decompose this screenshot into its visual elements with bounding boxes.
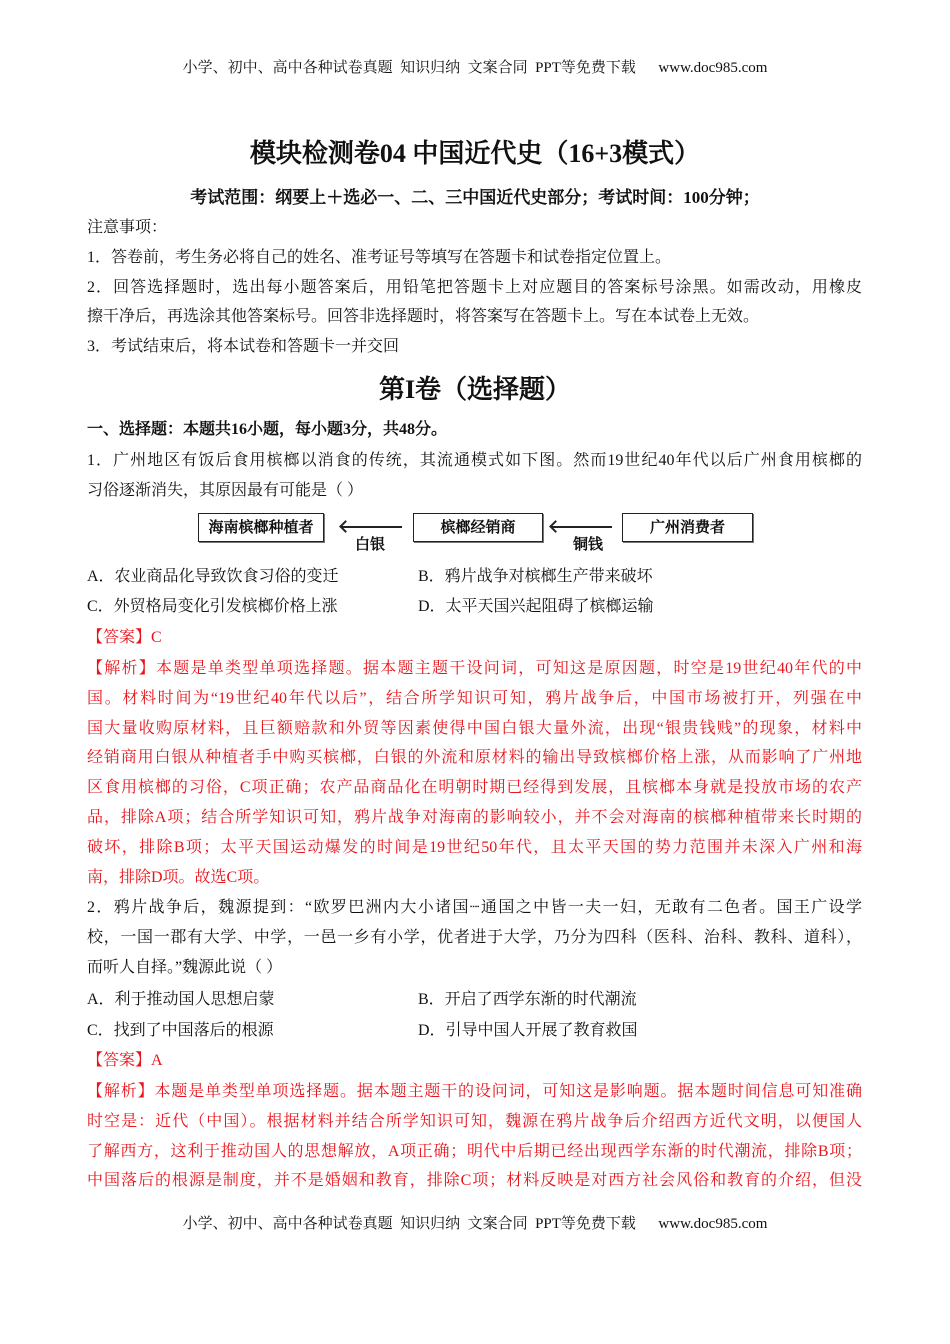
text-line: 校，一国一郡有大学、中学，一邑一乡有小学，优者进于大学，乃分为四科（医科、治科、教科、道科），: [87, 928, 862, 946]
exam-scope: 考试范围：纲要上＋选必一、二、三中国近代史部分；考试时间：100分钟；: [190, 188, 760, 207]
text-line: 区食用槟榔的习俗，C项正确；农产品商品化在明朝时期已经得到发展，且槟榔本身就是投放市场的农产: [87, 779, 862, 797]
page-header: 小学、初中、高中各种试卷真题 知识归纳 文案合同 PPT等免费下载 www.doc985.com: [182, 60, 768, 76]
text-line: 品，排除A项；结合所学知识可知，鸦片战争对海南的影响较小，并不会对海南的槟榔种植带来长时期的: [87, 808, 862, 826]
arrow-label-copper: 铜钱: [573, 535, 604, 553]
text-line: 国大量收购原材料，且巨额赔款和外贸等因素使得中国白银大量外流，出现“银贵钱贱”的现象，材料中: [87, 719, 862, 737]
arrow-left-icon: [342, 526, 402, 528]
part-heading: [87, 415, 862, 445]
diagram-box-planter: 海南槟榔种植者: [198, 513, 324, 542]
option-a: A．利于推动国人思想启蒙: [87, 991, 275, 1008]
option-b: B．鸦片战争对槟榔生产带来破坏: [418, 568, 653, 585]
text-line: 习俗逐渐消失，其原因最有可能是（ ）: [87, 481, 364, 499]
notes: [87, 213, 862, 362]
text-line: 破坏，排除B项；太平天国运动爆发的时间是19世纪50年代，且太平天国的势力范围并未深入广州和海: [87, 838, 862, 856]
text-line: 而听人自择。”魏源此说（ ）: [87, 958, 283, 976]
text-line: 1．广州地区有饭后食用槟榔以消食的传统，其流通模式如下图。然而19世纪40年代以后广州食用槟榔的: [87, 452, 862, 469]
option-a: A．农业商品化导致饮食习俗的变迁: [87, 568, 339, 585]
text-line: 2．回答选择题时，选出每小题答案后，用铅笔把答题卡上对应题目的答案标号涂黑。如需改动，用橡皮: [87, 278, 862, 296]
text-line: 注意事项：: [87, 219, 168, 236]
section-title: 第I卷（选择题）: [378, 375, 572, 404]
text-line: 3．考试结束后，将本试卷和答题卡一并交回: [87, 338, 400, 356]
text-line: 【解析】本题是单类型单项选择题。据本题主题干设问词，可知这是原因题，时空是19世纪40年代的中: [87, 660, 862, 677]
question-2-stem: [87, 893, 862, 982]
question-1-answer: [87, 623, 862, 653]
answer-text: 【答案】C: [87, 629, 162, 646]
text-line: 2．鸦片战争后，魏源提到：“欧罗巴洲内大小诸国┈通国之中皆一夫一妇，无敢有二色者。国王广设学: [87, 899, 862, 916]
text-line: 【解析】本题是单类型单项选择题。据本题主题干的设问词，可知这是影响题。据本题时间信息可知准确: [87, 1083, 862, 1100]
arrow-left-icon: [552, 526, 612, 528]
arrow-label-silver: 白银: [355, 535, 386, 553]
answer-text: 【答案】A: [87, 1052, 163, 1069]
option-b: B．开启了西学东渐的时代潮流: [418, 991, 637, 1008]
option-d: D．太平天国兴起阻碍了槟榔运输: [418, 598, 654, 615]
question-1-stem: [87, 446, 862, 506]
question-1-analysis: [87, 654, 862, 892]
text-line: 擦干净后，再选涂其他答案标号。回答非选择题时，将答案写在答题卡上。写在本试卷上无效。: [87, 308, 760, 326]
diagram-box-dealer: 槟榔经销商: [413, 513, 543, 542]
option-c: C．找到了中国落后的根源: [87, 1022, 274, 1039]
text-line: 时空是：近代（中国）。根据材料并结合所学知识可知，魏源在鸦片战争后介绍西方近代文明，以便国人: [87, 1112, 862, 1130]
text-line: 经销商用白银从种植者手中购买槟榔，白银的外流和原材料的输出导致槟榔价格上涨，从而影响了广州地: [87, 749, 862, 767]
diagram-box-consumer: 广州消费者: [622, 513, 753, 542]
text-line: 中国落后的根源是制度，并不是婚姻和教育，排除C项；材料反映是对西方社会风俗和教育的介绍，但没: [87, 1172, 862, 1190]
question-2-answer: [87, 1046, 862, 1076]
document-title: 模块检测卷04 中国近代史（16+3模式）: [249, 139, 701, 168]
text-line: 国。材料时间为“19世纪40年代以后”，结合所学知识可知，鸦片战争后，中国市场被打开，列强在中: [87, 689, 862, 707]
part-heading-text: 一、选择题：本题共16小题，每小题3分，共48分。: [87, 421, 448, 438]
option-d: D．引导中国人开展了教育救国: [418, 1022, 638, 1039]
option-c: C．外贸格局变化引发槟榔价格上涨: [87, 598, 338, 615]
text-line: 南，排除D项。故选C项。: [87, 868, 270, 886]
question-2-analysis: [87, 1077, 862, 1196]
page-footer: 小学、初中、高中各种试卷真题 知识归纳 文案合同 PPT等免费下载 www.doc985.com: [182, 1216, 768, 1232]
text-line: 了解西方，这利于推动国人的思想解放，A项正确；明代中后期已经出现西学东渐的时代潮流，排除B项；: [87, 1142, 862, 1160]
text-line: 1．答卷前，考生务必将自己的姓名、准考证号等填写在答题卡和试卷指定位置上。: [87, 248, 672, 266]
